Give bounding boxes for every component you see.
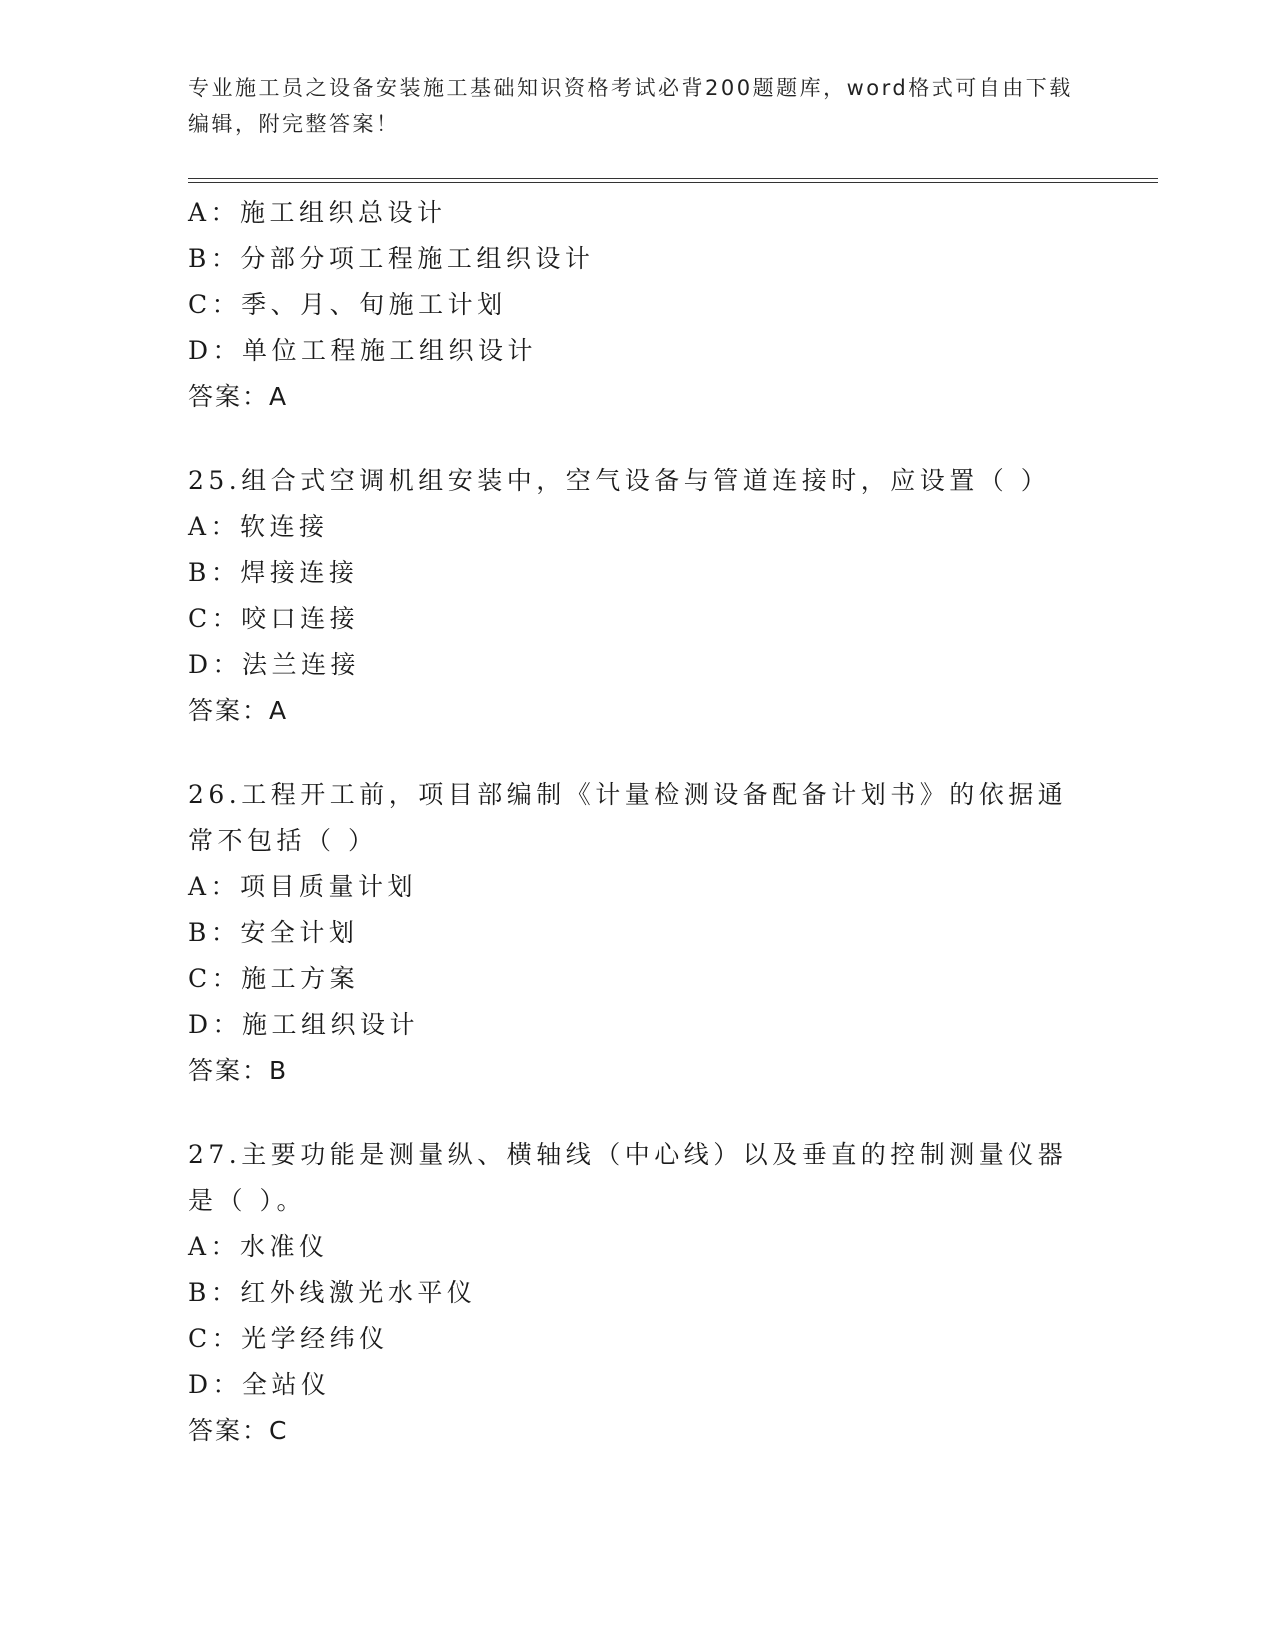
question-block bbox=[188, 458, 1088, 734]
option-b: B：红外线激光水平仪 bbox=[188, 1278, 477, 1307]
option-d: D：单位工程施工组织设计 bbox=[188, 336, 538, 365]
answer-line: 答案：A bbox=[188, 696, 289, 725]
option-a: A：软连接 bbox=[188, 512, 329, 541]
option-b: B：安全计划 bbox=[188, 918, 359, 947]
option-c: C：季、月、旬施工计划 bbox=[188, 290, 507, 319]
option-c: C：咬口连接 bbox=[188, 604, 360, 633]
option-c: C：施工方案 bbox=[188, 964, 360, 993]
option-d: D：法兰连接 bbox=[188, 650, 361, 679]
document-header: 专业施工员之设备安装施工基础知识资格考试必背200题题库，word格式可自由下载编辑，附完整答案！ bbox=[188, 76, 1073, 136]
question-stem: 25.组合式空调机组安装中，空气设备与管道连接时，应设置（ ） bbox=[188, 466, 1051, 495]
option-a: A：施工组织总设计 bbox=[188, 198, 447, 227]
header-divider bbox=[188, 178, 1158, 183]
answer-line: 答案：A bbox=[188, 382, 289, 411]
option-c: C：光学经纬仪 bbox=[188, 1324, 389, 1353]
question-block bbox=[188, 1132, 1088, 1454]
option-b: B：分部分项工程施工组织设计 bbox=[188, 244, 595, 273]
answer-line: 答案：C bbox=[188, 1416, 289, 1445]
option-d: D：施工组织设计 bbox=[188, 1010, 420, 1039]
question-stem: 27.主要功能是测量纵、横轴线（中心线）以及垂直的控制测量仪器是（ ）。 bbox=[188, 1140, 1068, 1215]
option-a: A：项目质量计划 bbox=[188, 872, 418, 901]
question-block bbox=[188, 190, 1088, 420]
question-stem: 26.工程开工前，项目部编制《计量检测设备配备计划书》的依据通常不包括（ ） bbox=[188, 780, 1068, 855]
answer-line: 答案：B bbox=[188, 1056, 289, 1085]
option-a: A：水准仪 bbox=[188, 1232, 329, 1261]
option-d: D：全站仪 bbox=[188, 1370, 331, 1399]
option-b: B：焊接连接 bbox=[188, 558, 359, 587]
question-list bbox=[188, 190, 1088, 1492]
question-block bbox=[188, 772, 1088, 1094]
